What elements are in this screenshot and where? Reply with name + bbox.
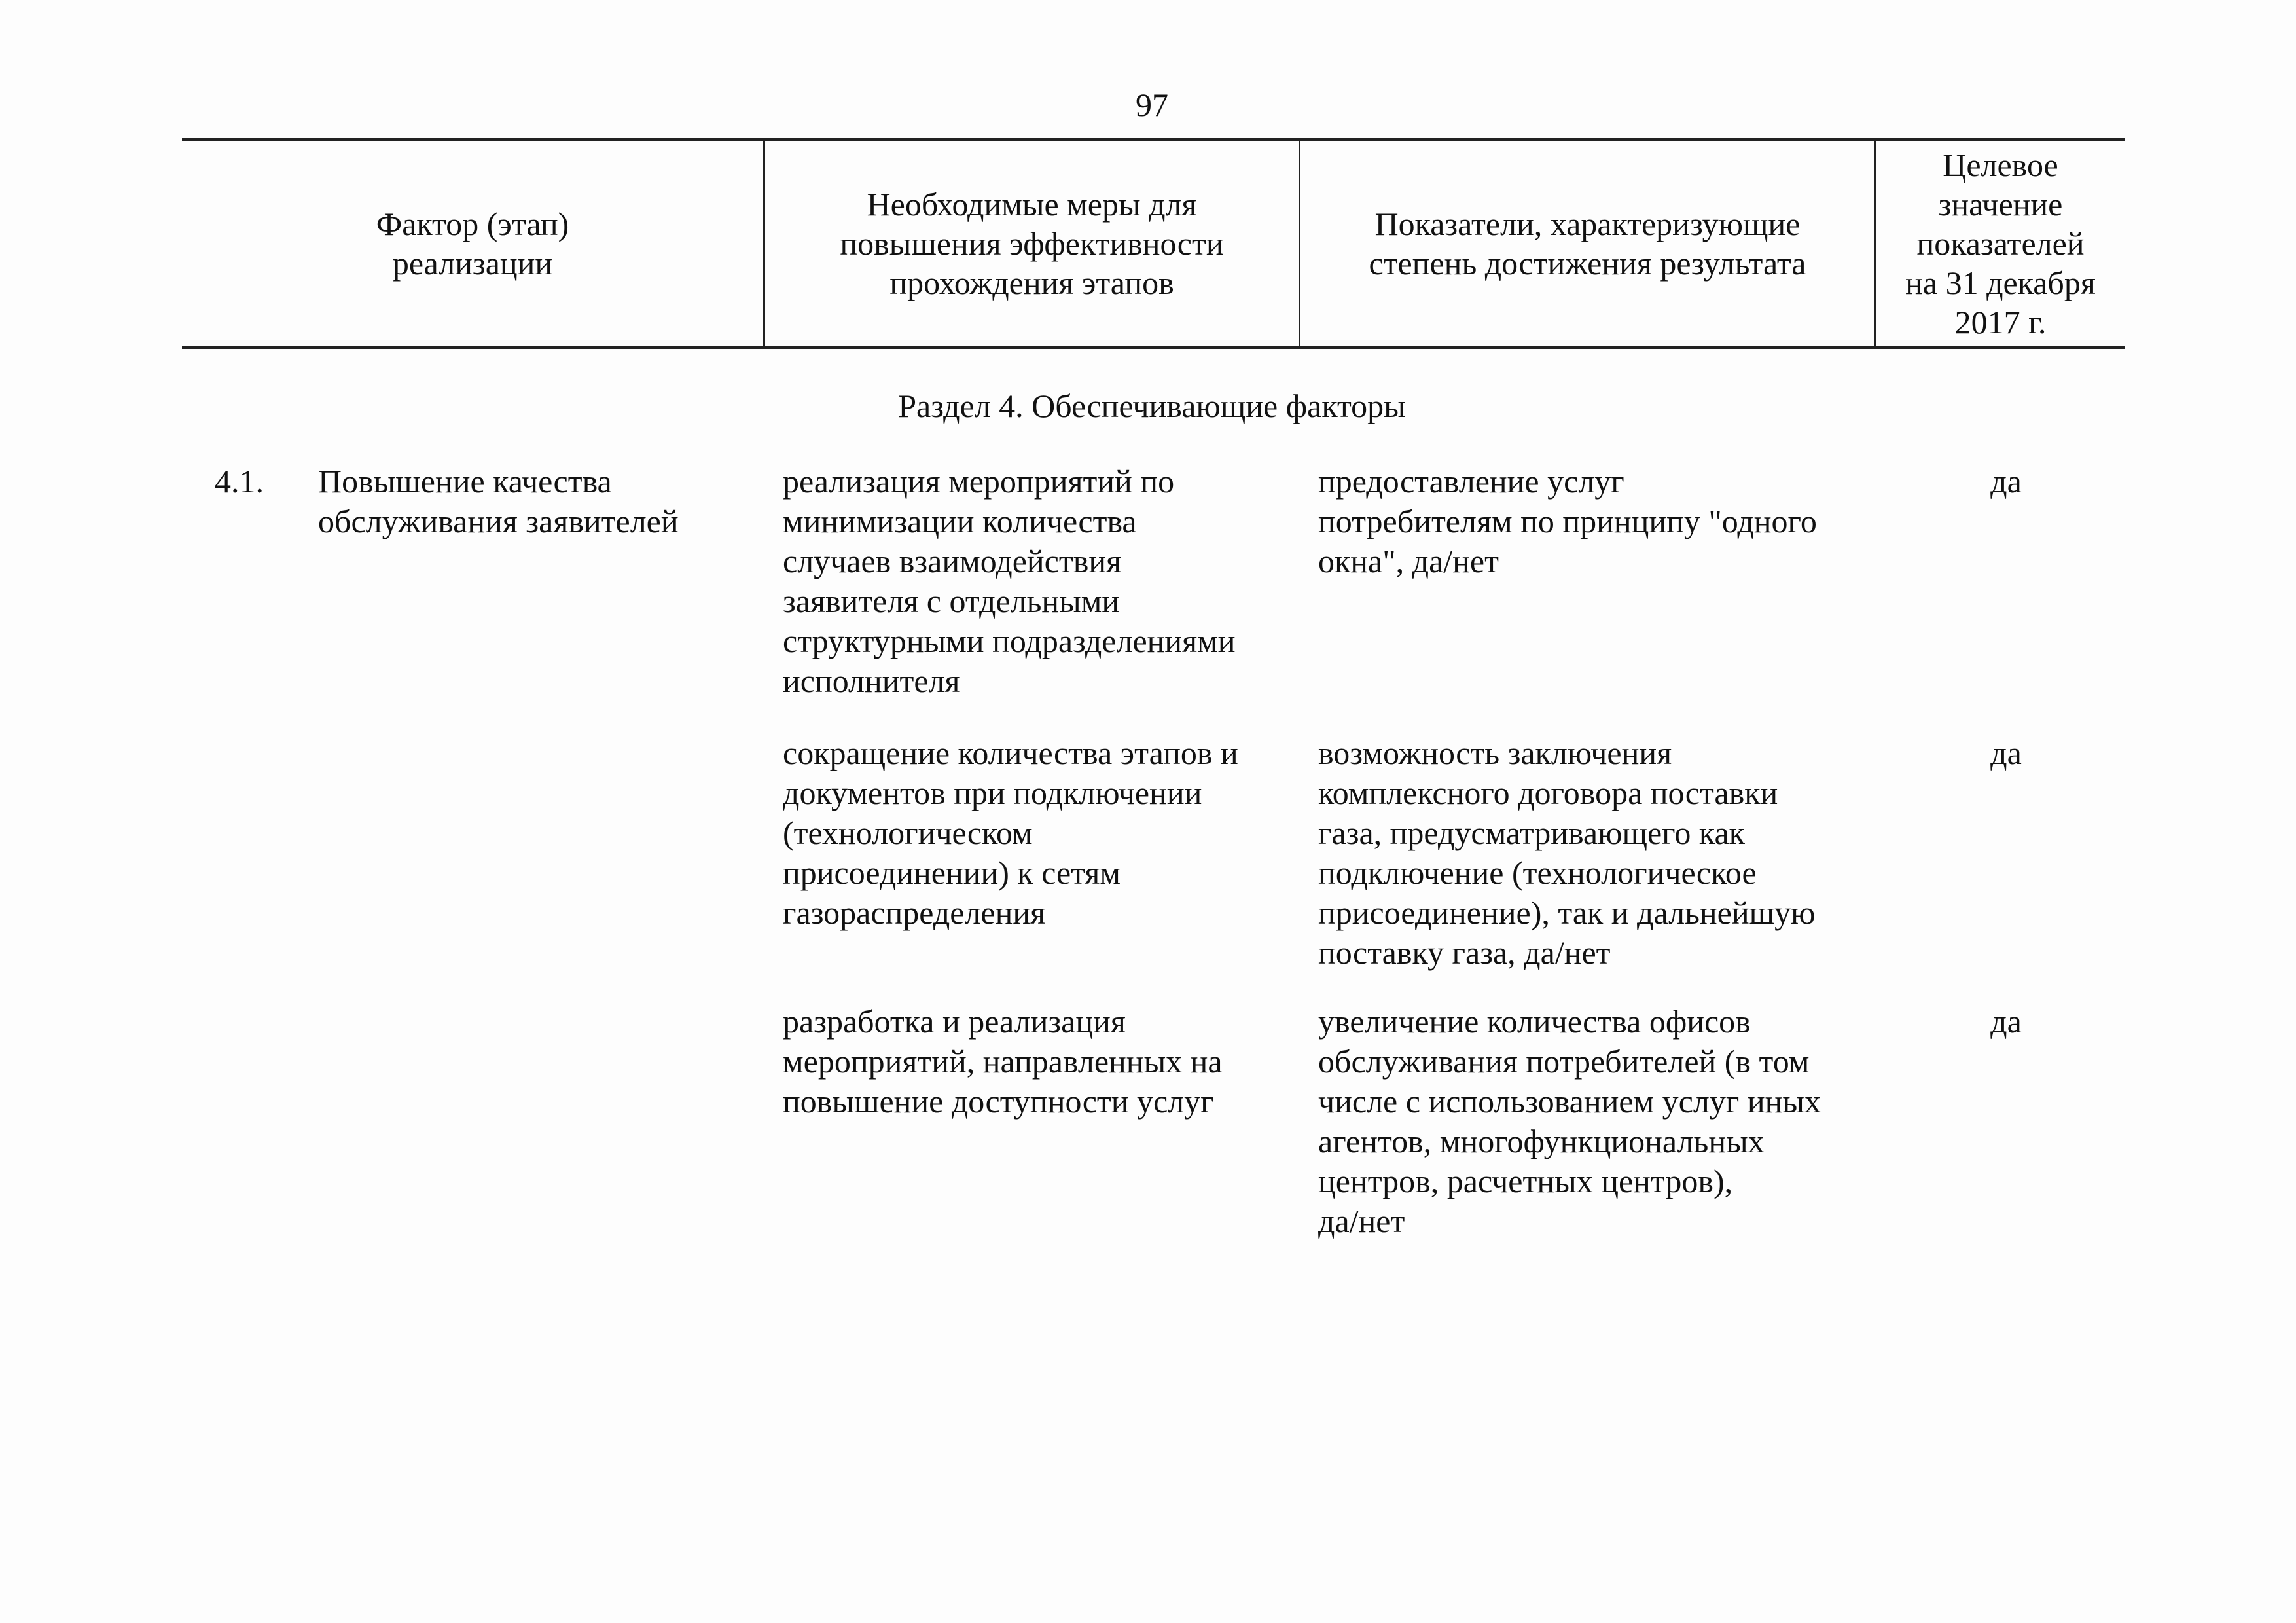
indicator-cell: возможность заключения комплексного договора поставки газа, предусматривающего как подключение (технологическое присоединение), так и дальнейшую поставку газа, да/нет — [1318, 735, 1816, 971]
row-factor: Повышение качества обслуживания заявителей — [318, 463, 679, 539]
indicator-cell: предоставление услуг потребителям по принципу "одного окна", да/нет — [1318, 463, 1817, 579]
target-cell: да — [1990, 463, 2022, 500]
header-factor: Фактор (этап) реализации — [376, 206, 569, 282]
measure-cell: сокращение количества этапов и документов при подключении (технологическом присоединении) к сетям газораспределения — [783, 735, 1238, 931]
header-target: Целевое значение показателей на 31 декабря 2017 г. — [1905, 147, 2096, 340]
header-indicators: Показатели, характеризующие степень достижения результата — [1369, 206, 1806, 282]
target-cell: да — [1990, 735, 2022, 771]
target-cell: да — [1990, 1003, 2022, 1040]
header-measures: Необходимые меры для повышения эффективности прохождения этапов — [840, 186, 1224, 301]
section-title: Раздел 4. Обеспечивающие факторы — [898, 388, 1406, 424]
measure-cell: разработка и реализация мероприятий, направленных на повышение доступности услуг — [783, 1003, 1223, 1120]
indicator-cell: увеличение количества офисов обслуживания потребителей (в том числе с использованием услуг иных агентов, многофункциональных центров, расчетных центров), да/нет — [1318, 1003, 1821, 1239]
row-number: 4.1. — [215, 463, 264, 500]
page-number: 97 — [1136, 86, 1168, 123]
measure-cell: реализация мероприятий по минимизации количества случаев взаимодействия заявителя с отдельными структурными подразделениями исполнителя — [783, 463, 1236, 699]
